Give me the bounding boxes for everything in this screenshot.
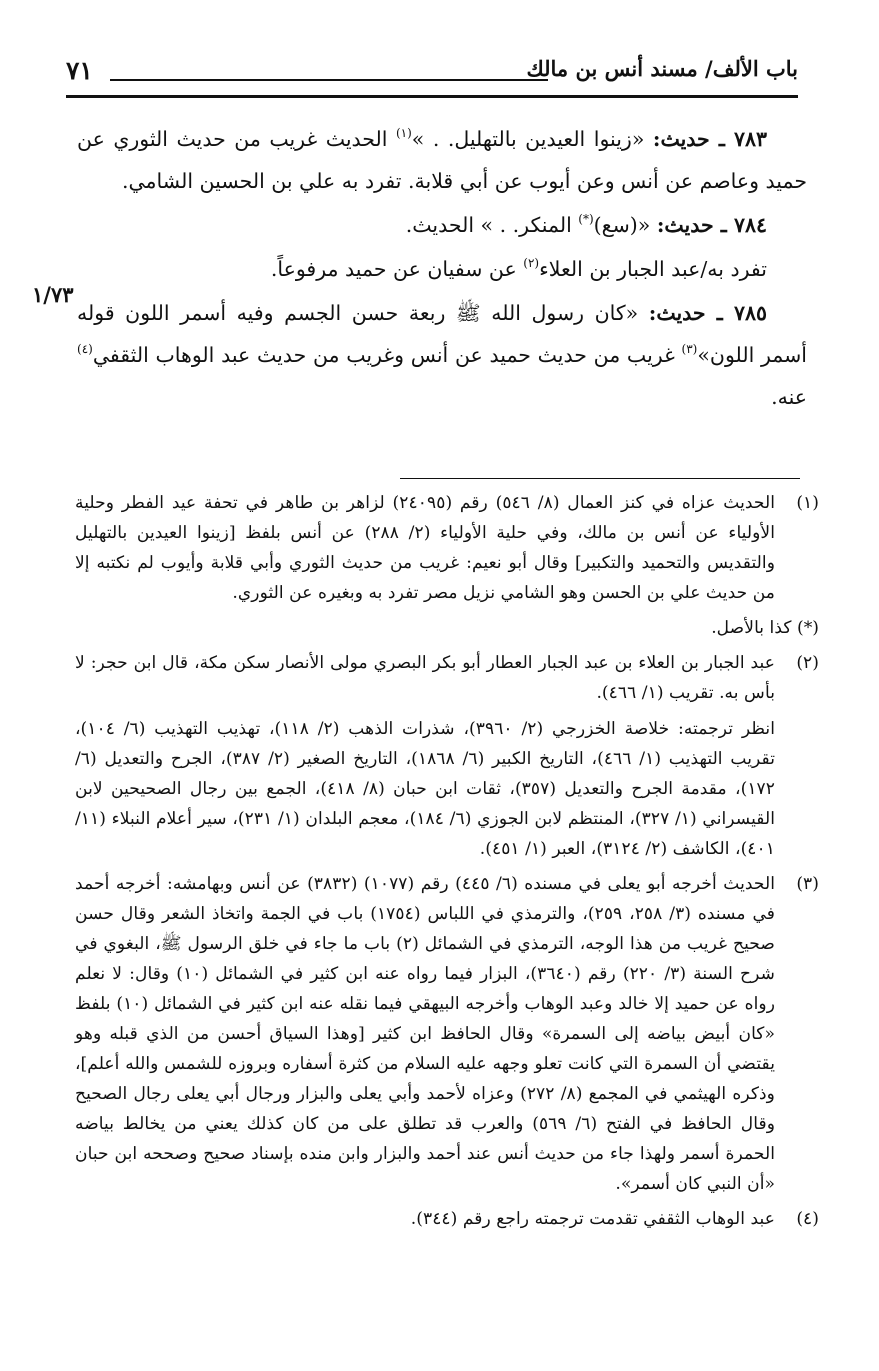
footnote-3 [75,869,819,1199]
page-number: ٧١ [66,56,93,85]
footnote-text: الحديث عزاه في كنز العمال (٨/ ٥٤٦) رقم (٢٤٠٩٥) لزاهر بن طاهر في تحفة عيد الفطر وحلية الأولياء عن أنس بن مالك، وفي حلية الأولياء (٢/ ٢٨٨) عن أنس بلفظ [زينوا العيدين بالتهليل والتقديس والتحميد والتكبير] وقال أبو نعيم: غريب من حديث الثوري وأبي قلابة وأيوب لم نكتبه إلا من حديث علي بن الحسن وهو الشامي نزيل مصر تفرد به وبغيره عن الثوري. [75,493,775,603]
hadith-784-comment-b: عن سفيان عن حميد مرفوعاً. [270,257,524,281]
hadith-785-comment-end: عنه. [771,385,807,409]
footnote-number: (١) [796,493,819,513]
hadith-783-text: «زينوا العيدين بالتهليل. . » [411,127,653,151]
hadith-783-number: ٧٨٣ ـ حديث: [652,127,767,151]
hadith-785 [77,292,807,418]
hadith-784-comment [77,248,807,290]
footnote-ref-1: (١) [395,126,412,140]
footnotes [75,488,819,1239]
footnote-2 [75,648,819,864]
footnote-number: (٣) [796,874,819,894]
hadith-785-number: ٧٨٥ ـ حديث: [648,301,767,325]
footnote-number: (٢) [796,653,819,673]
hadith-785-comment: غريب من حديث حميد عن أنس وغريب من حديث عبد الوهاب الثقفي [92,343,682,367]
footnote-references: انظر ترجمته: خلاصة الخزرجي (٢/ ٣٩٦٠)، شذرات الذهب (٢/ ١١٨)، تهذيب التهذيب (٦/ ١٠٤)، تقريب التهذيب (١/ ٤٦٦)، التاريخ الكبير (٦/ ١٨٦٨)، التاريخ الصغير (٢/ ٣٨٧)، الجرح والتعديل (٦/ ١٧٢)، مقدمة الجرح والتعديل (٣٥٧)، ثقات ابن حبان (٨/ ٤١٨)، الجمع بين رجال الصحيحين لابن القيسراني (١/ ٣٢٧)، المنتظم لابن الجوزي (٦/ ١٨٤)، معجم البلدان (١/ ٢٣١)، سير أعلام النبلاء (١١/ ٤٠١)، الكاشف (٢/ ٣١٢٤)، العبر (١/ ٤٥١). [75,719,776,859]
hadith-784-text-a: «(سع) [593,213,657,237]
footnote-text: عبد الوهاب الثقفي تقدمت ترجمته راجع رقم (٣٤٤). [410,1209,775,1229]
star-note-text: (*) كذا بالأصل. [711,618,819,638]
footnote-number: (٤) [796,1209,819,1229]
running-header [66,52,798,92]
running-title: باب الألف/ مسند أنس بن مالك [526,56,798,81]
main-text [77,118,807,418]
footnote-4 [75,1204,819,1234]
header-fill-line [110,79,548,81]
star-note [75,613,819,643]
hadith-784 [77,204,807,246]
margin-manuscript-ref: ١/٧٣ [32,282,74,307]
hadith-783-comment: الحديث غريب من حديث الثوري عن حميد وعاصم عن أنس وعن أيوب عن أبي قلابة. تفرد به علي بن الحسين الشامي. [77,127,807,193]
footnote-text: الحديث أخرجه أبو يعلى في مسنده (٦/ ٤٤٥) رقم (١٠٧٧) (٣٨٣٢) عن أنس وبهامشه: أخرجه أحمد في مسنده (٣/ ٢٥٨، ٢٥٩)، والترمذي في اللباس (١٧٥٤) باب في الجمة واتخاذ الشعر وقال حسن صحيح غريب من هذا الوجه، الترمذي في الشمائل (٢) باب ما جاء في خلق الرسول ﷺ، البغوي في شرح السنة (٣/ ٢٢٠) رقم (٣٦٤٠)، البزار فيما رواه عنه ابن كثير في الشمائل (١٠) وقال: لا نعلم رواه عن حميد إلا خالد وعبد الوهاب وأخرجه البيهقي فيما نقله عنه ابن كثير في الشمائل (١٠) بلفظ «كان أبيض بياضه إلى السمرة» وقال الحافظ ابن كثير [وهذا السياق أحسن من الذي قبله وهو يقتضي أن السمرة التي كانت تعلو وجهه عليه السلام من كثرة أسفاره وبروزه للشمس والله أعلم]، وذكره الهيثمي في المجمع (٨/ ٢٧٢) وعزاه لأحمد وأبي يعلى والبزار ورجال أبي يعلى رجال الصحيح وقال الحافظ في الفتح (٦/ ٥٦٩) والعرب قد تطلق على من كان كذلك يعني من يخالط بياضه الحمرة أسمر ولهذا جاء من حديث أنس عند أحمد والبزار وابن منده بإسناد صحيح وصححه ابن حبان «أن النبي كان أسمر». [75,874,776,1194]
footnote-text: عبد الجبار بن العلاء بن عبد الجبار العطار أبو بكر البصري مولى الأنصار سكن مكة، قال ابن حجر: لا بأس به. تقريب (١/ ٤٦٦). [75,653,775,703]
header-rule [66,95,798,98]
footnote-1 [75,488,819,608]
hadith-784-number: ٧٨٤ ـ حديث: [656,213,767,237]
footnote-ref-2: (٢) [523,256,540,270]
star-note-ref: (*) [578,212,594,226]
hadith-784-comment-a: تفرد به/عبد الجبار بن العلاء [539,257,767,281]
footnote-ref-4: (٤) [77,342,93,356]
hadith-783 [77,118,807,202]
hadith-785-text: «كان رسول الله ﷺ ربعة حسن الجسم وفيه أسمر اللون قوله أسمر اللون» [77,301,808,367]
footnote-ref-3: (٣) [681,342,698,356]
footnote-separator [400,478,800,479]
hadith-784-text-b: المنكر. . » الحديث. [405,213,579,237]
